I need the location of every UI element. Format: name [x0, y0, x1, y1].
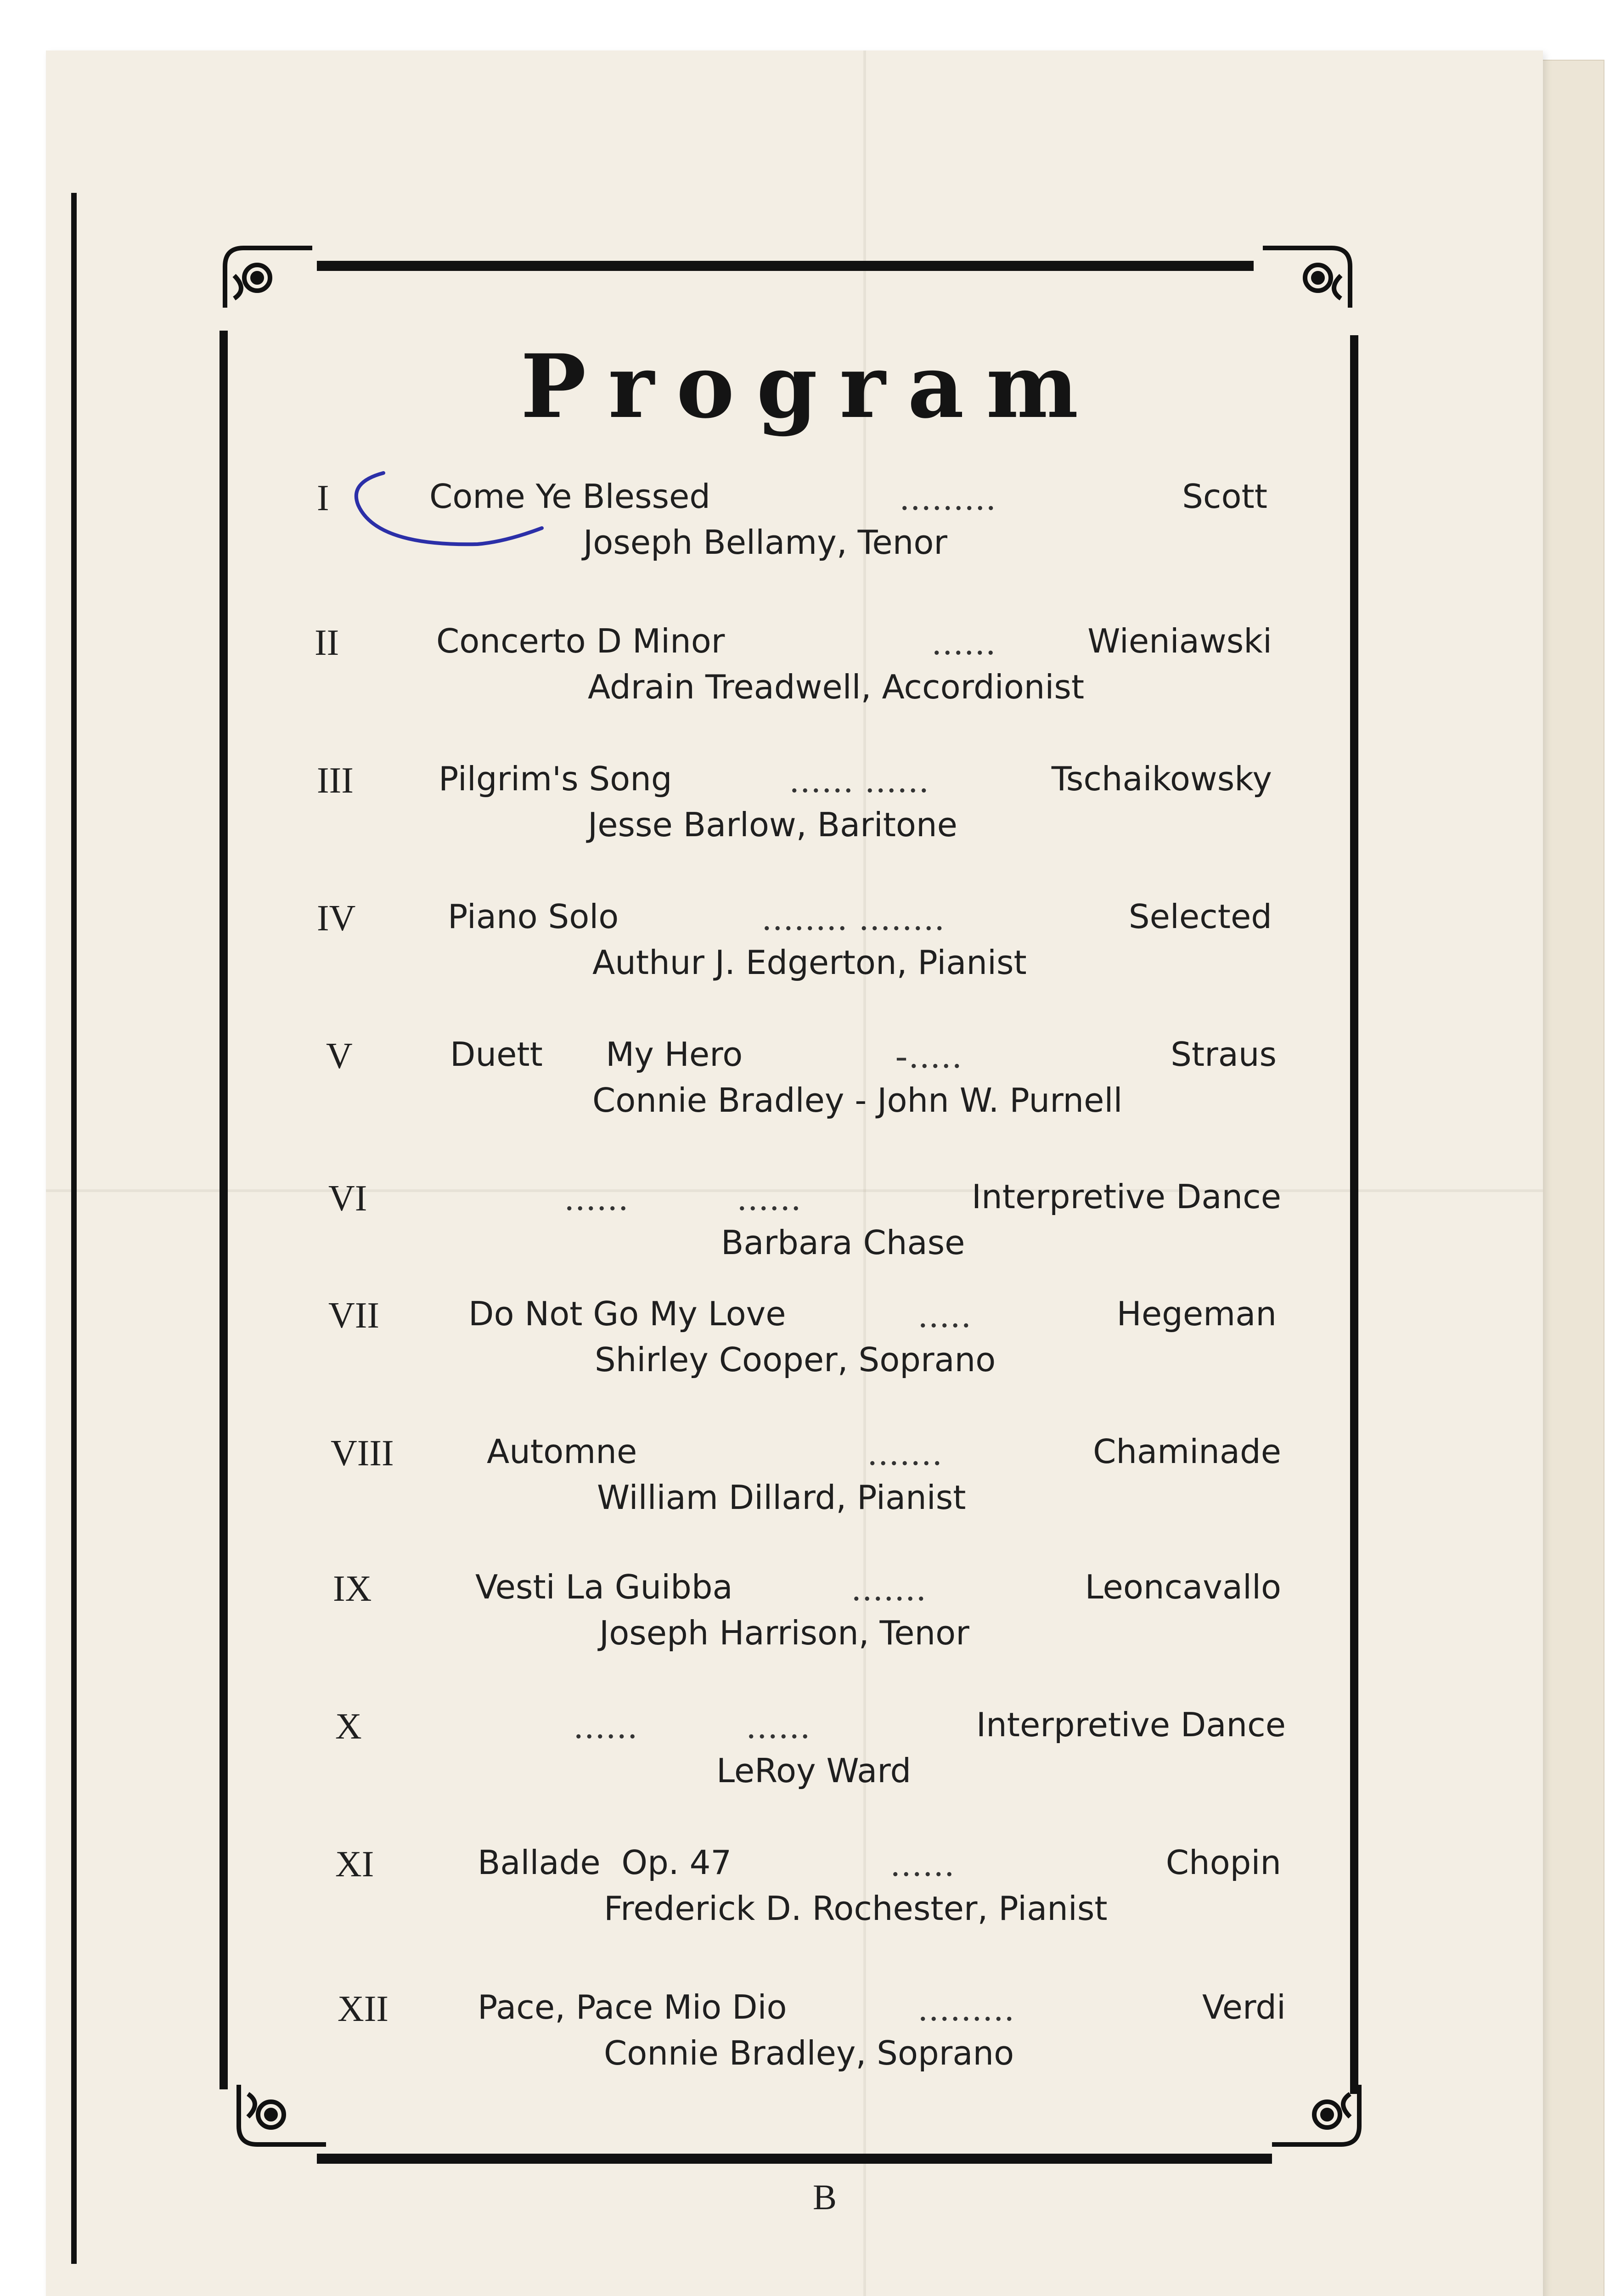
composer: Tschaikowsky — [1051, 760, 1272, 798]
leader-dots: ...... ...... — [574, 1706, 811, 1746]
leader-dots: ....... — [868, 1433, 944, 1473]
composer: Hegeman — [1116, 1294, 1277, 1333]
program-item — [0, 1570, 1621, 1681]
composer: Interpretive Dance — [971, 1177, 1281, 1216]
piece-title: Duett My Hero — [450, 1035, 743, 1074]
leader-dots: ...... ...... — [790, 760, 930, 800]
performer: William Dillard, Pianist — [597, 1478, 966, 1517]
item-number: V — [326, 1036, 353, 1076]
item-number: IX — [333, 1569, 372, 1609]
piece-title: Come Ye Blessed — [429, 477, 710, 516]
piece-title: Vesti La Guibba — [475, 1568, 733, 1606]
program-item — [0, 1705, 1621, 1818]
leader-dots: ..... — [918, 1295, 973, 1335]
piece-title: Pace, Pace Mio Dio — [478, 1988, 787, 2026]
corner-ornament-icon — [216, 239, 317, 312]
program-item — [0, 477, 1621, 590]
piece-title: Do Not Go My Love — [468, 1294, 786, 1333]
leader-dots: ......... — [900, 478, 997, 518]
composer: Scott — [1182, 477, 1267, 516]
item-number: VIII — [331, 1433, 394, 1474]
performer: Joseph Bellamy, Tenor — [583, 523, 947, 562]
leader-dots: ........ ........ — [762, 898, 946, 938]
leader-dots: ...... — [932, 622, 997, 662]
item-number: XI — [335, 1844, 374, 1885]
performer: Joseph Harrison, Tenor — [599, 1614, 969, 1652]
performer: Connie Bradley, Soprano — [604, 2034, 1014, 2072]
piece-title: Piano Solo — [448, 897, 619, 936]
piece-title: Automne — [487, 1432, 637, 1471]
piece-title: Pilgrim's Song — [439, 760, 672, 798]
item-number: VI — [328, 1178, 367, 1219]
performer: Shirley Cooper, Soprano — [595, 1340, 996, 1379]
program-title: Program — [520, 335, 1101, 438]
performer: Barbara Chase — [721, 1223, 965, 1262]
pen-mark-icon — [340, 459, 560, 565]
item-number: IV — [317, 898, 356, 939]
program-item — [0, 1843, 1621, 1956]
piece-title: Ballade Op. 47 — [478, 1843, 732, 1882]
leader-dots: ...... ...... — [565, 1178, 802, 1218]
composer: Selected — [1128, 897, 1272, 936]
composer: Wieniawski — [1087, 622, 1272, 660]
corner-ornament-icon — [1258, 239, 1359, 312]
composer: Chaminade — [1093, 1432, 1281, 1471]
piece-title: Concerto D Minor — [436, 622, 725, 660]
page-letter: B — [813, 2177, 837, 2217]
leader-dots: ....... — [852, 1568, 928, 1608]
performer: Jesse Barlow, Baritone — [588, 805, 957, 844]
program-item — [0, 1294, 1621, 1407]
item-number: VII — [328, 1295, 380, 1336]
performer: Authur J. Edgerton, Pianist — [592, 943, 1027, 982]
bottom-border-rule — [317, 2154, 1272, 2164]
performer: Adrain Treadwell, Accordionist — [588, 668, 1085, 706]
composer: Interpretive Dance — [976, 1705, 1286, 1744]
item-number: I — [317, 478, 329, 518]
program-item — [0, 762, 1621, 872]
leader-dots: -..... — [895, 1035, 963, 1075]
composer: Leoncavallo — [1085, 1568, 1281, 1606]
item-number: II — [315, 623, 339, 663]
composer: Verdi — [1202, 1988, 1286, 2026]
leader-dots: ......... — [918, 1988, 1016, 2028]
performer: Connie Bradley - John W. Purnell — [592, 1081, 1123, 1120]
program-item — [0, 1177, 1621, 1290]
composer: Straus — [1171, 1035, 1277, 1074]
program-item — [0, 1432, 1621, 1545]
program-item — [0, 897, 1621, 1010]
performer: Frederick D. Rochester, Pianist — [604, 1889, 1108, 1928]
composer: Chopin — [1165, 1843, 1281, 1882]
item-number: XII — [338, 1989, 389, 2029]
top-border-rule — [317, 261, 1254, 271]
item-number: III — [317, 760, 354, 801]
program-item — [0, 622, 1621, 735]
item-number: X — [335, 1706, 362, 1747]
performer: LeRoy Ward — [716, 1751, 912, 1790]
program-item — [0, 1035, 1621, 1148]
program-item — [0, 1988, 1621, 2101]
leader-dots: ...... — [891, 1844, 956, 1884]
